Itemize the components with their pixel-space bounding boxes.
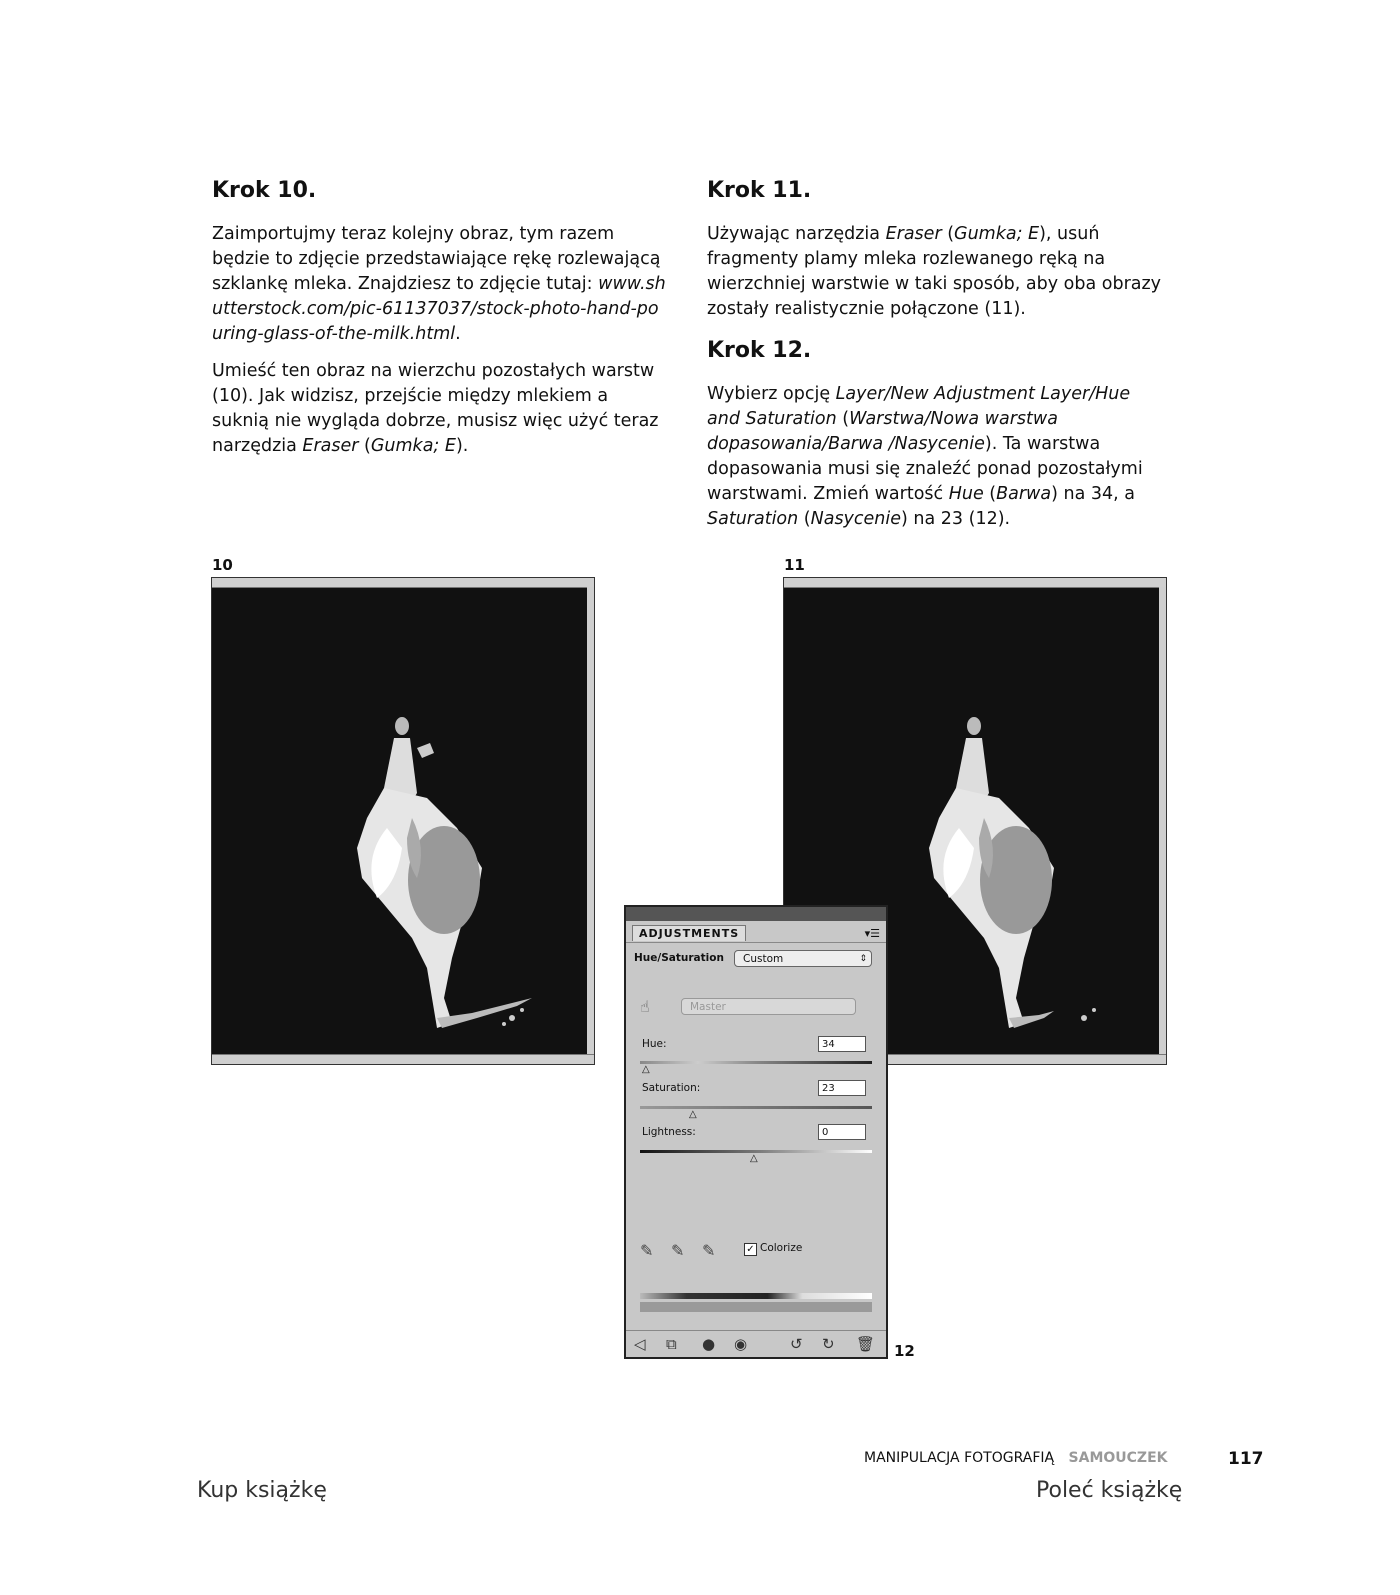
step-10-paragraph-1: Zaimportujmy teraz kolejny obraz, tym razem będzie to zdjęcie przedstawiające rękę rozlewającą szklankę mleka. Znajdziesz to zdjęcie tutaj: www.shutterstock.com/pic-61137037/stock-photo-hand-pouring-glass-of-the-milk.html.: [212, 224, 666, 344]
hue-slider-track[interactable]: [640, 1061, 872, 1064]
trash-icon[interactable]: 🗑: [856, 1335, 876, 1353]
figure-10-number: 10: [212, 556, 233, 574]
clip-to-layer-icon[interactable]: ⧉: [666, 1335, 677, 1353]
view-previous-icon[interactable]: ↺: [790, 1335, 803, 1353]
series-name: SAMOUCZEK: [1068, 1450, 1168, 1466]
step-11-heading: Krok 11.: [707, 178, 812, 203]
buy-book-link[interactable]: Kup książkę: [197, 1478, 327, 1503]
figure-12-number: 12: [894, 1342, 915, 1360]
channel-value: Master: [690, 1001, 726, 1013]
result-color-bar: [640, 1302, 872, 1312]
lightness-slider-thumb[interactable]: △: [750, 1153, 758, 1164]
saturation-label: Saturation:: [642, 1082, 701, 1094]
panel-titlebar[interactable]: [626, 907, 886, 921]
eyedropper-minus-icon[interactable]: ✎: [702, 1241, 716, 1260]
updown-arrow-icon: ⇕: [859, 954, 867, 964]
colorize-checkbox[interactable]: ✓: [744, 1243, 757, 1256]
step-10-paragraph-2: Umieść ten obraz na wierzchu pozostałych warstw (10). Jak widzisz, przejście między mlekiem a suknią nie wygląda dobrze, musisz więc użyć teraz narzędzia Eraser (Gumka; E).: [212, 361, 659, 456]
source-color-bar: [640, 1293, 872, 1299]
lightness-label: Lightness:: [642, 1126, 696, 1138]
panel-bottom-toolbar: [626, 1330, 886, 1357]
eyedropper-plus-icon[interactable]: ✎: [671, 1241, 685, 1260]
visibility-eye-icon[interactable]: ◉: [734, 1335, 748, 1353]
reset-icon[interactable]: ↻: [822, 1335, 835, 1353]
saturation-slider-thumb[interactable]: △: [689, 1109, 697, 1120]
tab-adjustments[interactable]: ADJUSTMENTS: [632, 925, 746, 941]
saturation-slider-track[interactable]: [640, 1106, 872, 1109]
preset-value: Custom: [743, 953, 784, 965]
panel-menu-icon[interactable]: ▾☰: [864, 927, 880, 940]
eyedropper-icon[interactable]: ✎: [640, 1241, 654, 1260]
recommend-book-link[interactable]: Poleć książkę: [1036, 1478, 1183, 1503]
left-column: [212, 178, 667, 471]
tab-divider: [626, 942, 886, 943]
hue-saturation-label: Hue/Saturation: [634, 952, 724, 964]
hue-input[interactable]: 34: [818, 1036, 866, 1052]
preset-select[interactable]: [734, 950, 872, 967]
hue-slider-thumb[interactable]: △: [642, 1064, 650, 1075]
photo-url-link[interactable]: www.shutterstock.com/pic-61137037/stock-photo-hand-pouring-glass-of-the-milk.html: [212, 274, 666, 344]
back-arrow-icon[interactable]: ◁: [634, 1335, 646, 1353]
step-12-paragraph: Wybierz opcję Layer/New Adjustment Layer/Hue and Saturation (Warstwa/Nowa warstwa dopasowania/Barwa /Nasycenie). Ta warstwa dopasowania musi się znaleźć ponad pozostałymi warstwami. Zmień wartość Hue (Barwa) na 34, a Saturation (Nasycenie) na 23 (12).: [707, 384, 1143, 529]
figure-11-number: 11: [784, 556, 805, 574]
bride-milk-photo: [212, 578, 594, 1064]
hue-label: Hue:: [642, 1038, 667, 1050]
adjustments-panel: [624, 905, 888, 1359]
mask-icon[interactable]: ●: [702, 1335, 716, 1353]
book-title: MANIPULACJA FOTOGRAFIĄ: [864, 1450, 1055, 1466]
hand-tool-icon[interactable]: ☝: [640, 997, 650, 1016]
running-footer: [864, 1450, 1168, 1466]
step-11-paragraph: Używając narzędzia Eraser (Gumka; E), usuń fragmenty plamy mleka rozlewanego ręką na wierzchniej warstwie w taki sposób, aby oba obrazy zostały realistycznie połączone (11).: [707, 224, 1162, 319]
channel-select[interactable]: [681, 998, 856, 1015]
step-10-heading: Krok 10.: [212, 178, 317, 203]
colorize-label: Colorize: [760, 1242, 803, 1254]
saturation-input[interactable]: 23: [818, 1080, 866, 1096]
screenshot-figure-10: [211, 577, 595, 1065]
step-12-heading: Krok 12.: [707, 338, 812, 363]
page-number: 117: [1228, 1449, 1264, 1469]
lightness-input[interactable]: 0: [818, 1124, 866, 1140]
right-column: [707, 178, 1162, 544]
